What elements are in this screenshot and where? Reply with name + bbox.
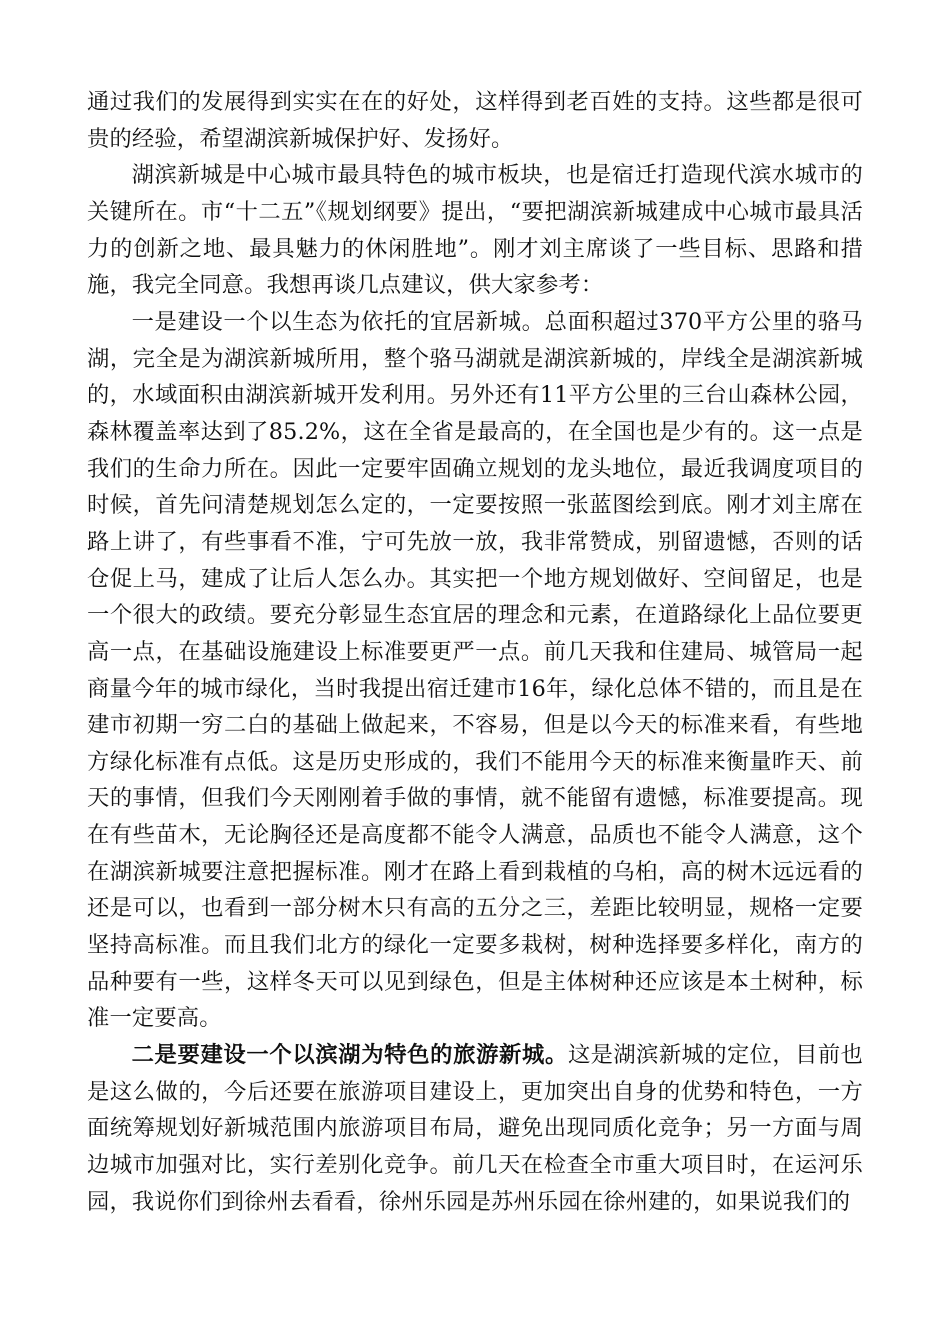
document-text-body (87, 84, 863, 1220)
paragraph-4-bold-heading: 二是要建设一个以滨湖为特色的旅游新城。 (131, 1042, 568, 1069)
paragraph-2: 湖滨新城是中心城市最具特色的城市板块，也是宿迁打造现代滨水城市的关键所在。市“十二五”《规划纲要》提出，“要把湖滨新城建成中心城市最具活力的创新之地、最具魅力的休闲胜地”。刚才刘主席谈了一些目标、思路和措施，我完全同意。我想再谈几点建议，供大家参考： (87, 162, 863, 299)
paragraph-1: 通过我们的发展得到实实在在的好处，这样得到老百姓的支持。这些都是很可贵的经验，希望湖滨新城保护好、发扬好。 (87, 89, 863, 152)
paragraph-4-body: 这是湖滨新城的定位，目前也是这么做的，今后还要在旅游项目建设上，更加突出自身的优势和特色，一方面统筹规划好新城范围内旅游项目布局，避免出现同质化竞争；另一方面与周边城市加强对比，实行差别化竞争。前几天在检查全市重大项目时，在运河乐园，我说你们到徐州去看看，徐州乐园是苏州乐园在徐州建的，如果说我们的 (87, 1042, 863, 1215)
paragraph-3: 一是建设一个以生态为依托的宜居新城。总面积超过370平方公里的骆马湖，完全是为湖滨新城所用，整个骆马湖就是湖滨新城的，岸线全是湖滨新城的，水域面积由湖滨新城开发利用。另外还有11平方公里的三台山森林公园，森林覆盖率达到了85.2%，这在全省是最高的，在全国也是少有的。这一点是我们的生命力所在。因此一定要牢固确立规划的龙头地位，最近我调度项目的时候，首先问清楚规划怎么定的，一定要按照一张蓝图绘到底。刚才刘主席在路上讲了，有些事看不准，宁可先放一放，我非常赞成，别留遗憾，否则的话仓促上马，建成了让后人怎么办。其实把一个地方规划做好、空间留足，也是一个很大的政绩。要充分彰显生态宜居的理念和元素，在道路绿化上品位要更高一点，在基础设施建设上标准要更严一点。前几天我和住建局、城管局一起商量今年的城市绿化，当时我提出宿迁建市16年，绿化总体不错的，而且是在建市初期一穷二白的基础上做起来，不容易，但是以今天的标准来看，有些地方绿化标准有点低。这是历史形成的，我们不能用今天的标准来衡量昨天、前天的事情，但我们今天刚刚着手做的事情，就不能留有遗憾，标准要提高。现在有些苗木，无论胸径还是高度都不能令人满意，品质也不能令人满意，这个在湖滨新城要注意把握标准。刚才在路上看到栽植的乌桕，高的树木远远看的还是可以，也看到一部分树木只有高的五分之三，差距比较明显，规格一定要坚持高标准。而且我们北方的绿化一定要多栽树，树种选择要多样化，南方的品种要有一些，这样冬天可以见到绿色，但是主体树种还应该是本土树种，标准一定要高。 (87, 308, 863, 1032)
paragraph-4 (87, 1037, 863, 1220)
